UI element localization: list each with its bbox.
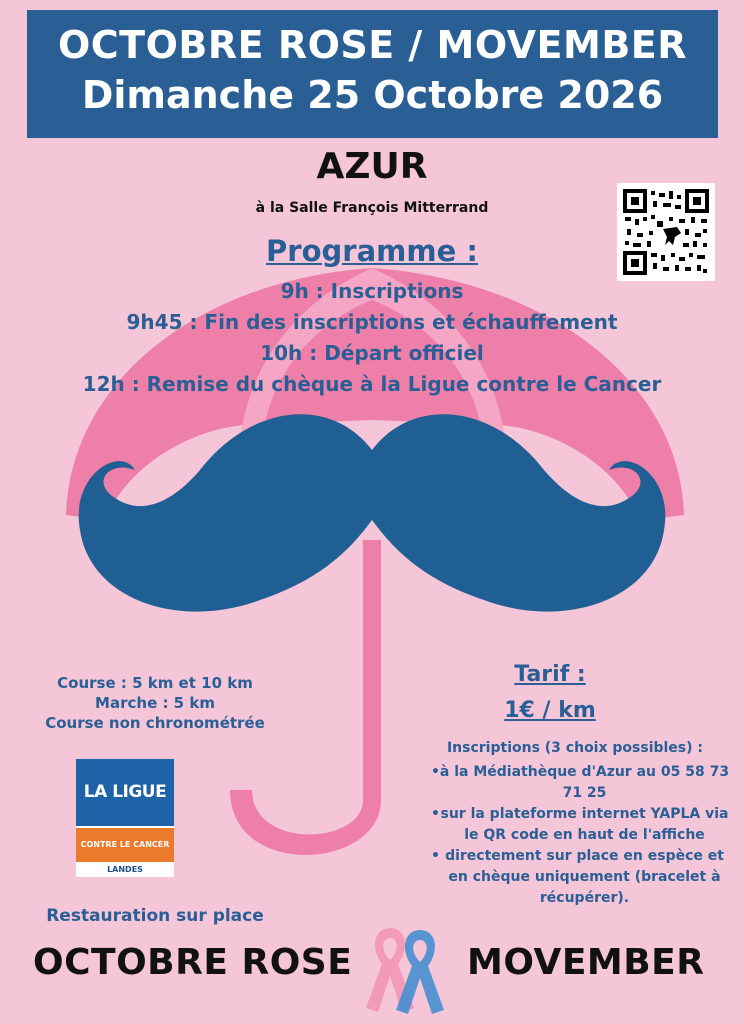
inscription-option: • sur la plateforme internet YAPLA via le QR code en haut de l'affiche bbox=[425, 804, 730, 846]
course-line: Course non chronométrée bbox=[45, 714, 265, 732]
tarif-title: Tarif : bbox=[514, 662, 586, 687]
la-ligue-logo bbox=[76, 759, 174, 877]
inscription-option: • à la Médiathèque d'Azur au 05 58 73 71 25 bbox=[425, 762, 730, 804]
program-list bbox=[60, 276, 684, 400]
course-line: Course : 5 km et 10 km bbox=[57, 674, 253, 692]
footer-movember: MOVEMBER bbox=[467, 942, 705, 983]
inscription-option: • directement sur place en espèce et en chèque uniquement (bracelet à récupérer). bbox=[425, 846, 730, 909]
city-name: AZUR bbox=[316, 146, 428, 187]
course-info bbox=[30, 673, 280, 733]
logo-middle-text: CONTRE LE CANCER bbox=[76, 828, 174, 862]
inscriptions-list bbox=[425, 762, 730, 909]
program-item: 12h : Remise du chèque à la Ligue contre le Cancer bbox=[82, 372, 662, 396]
logo-bottom-text: LANDES bbox=[107, 865, 143, 874]
logo-top-text: LA LIGUE bbox=[76, 759, 174, 826]
venue-text: à la Salle François Mitterrand bbox=[255, 200, 489, 216]
inscriptions-title: Inscriptions (3 choix possibles) : bbox=[446, 740, 704, 756]
tarif-price: 1€ / km bbox=[504, 698, 596, 723]
program-item: 9h : Inscriptions bbox=[280, 279, 464, 303]
title-banner bbox=[27, 10, 718, 138]
restauration-text: Restauration sur place bbox=[46, 906, 264, 926]
program-item: 10h : Départ officiel bbox=[260, 341, 484, 365]
program-item: 9h45 : Fin des inscriptions et échauffement bbox=[126, 310, 618, 334]
footer-octobre-rose: OCTOBRE ROSE bbox=[33, 942, 353, 983]
program-title: Programme : bbox=[266, 234, 478, 268]
course-line: Marche : 5 km bbox=[95, 694, 215, 712]
event-title: OCTOBRE ROSE / MOVEMBER bbox=[57, 23, 688, 67]
event-date: Dimanche 25 Octobre 2026 bbox=[81, 73, 664, 117]
awareness-ribbons-icon bbox=[360, 920, 452, 1016]
